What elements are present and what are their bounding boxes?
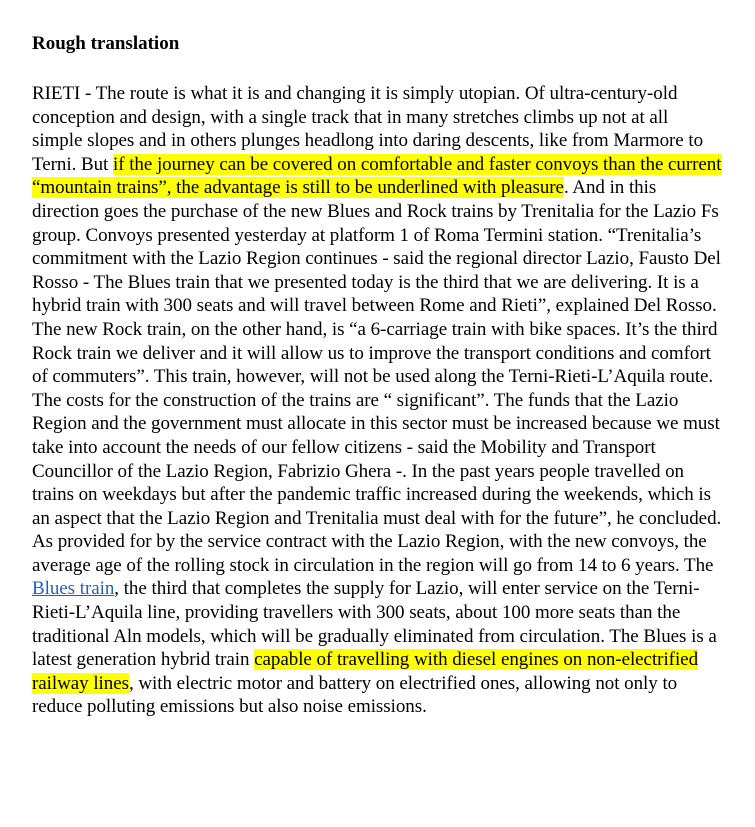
article-text-segment: RIETI - The route is what it is and changing it is simply utopian. Of ultra-century-old conception and design, with a single track that in many stretches climbs up not at all simple slopes and in others plunges headlong into daring descents, like from Marmore to Terni. But xyxy=(32,83,704,175)
article-text-segment: , the third that completes the supply for Lazio, will enter service on the Terni-Rieti-L’Aquila line, providing travellers with 300 seats, about 100 more seats than the traditional Aln models, which will be gradually eliminated from circulation. The Blues is a latest generation hybrid train xyxy=(32,578,717,671)
article-text-segment: , with electric motor and battery on electrified ones, allowing not only to reduce polluting emissions but also noise emissions. xyxy=(32,672,678,718)
blues-train-link[interactable]: Blues train xyxy=(32,578,115,600)
article-paragraph xyxy=(32,82,722,719)
highlighted-passage: capable of travelling with diesel engines on non-electrified railway lines xyxy=(32,649,699,694)
document-heading: Rough translation xyxy=(32,33,180,54)
article-text-segment: . And in this direction goes the purchase of the new Blues and Rock trains by Trenitalia for the Lazio Fs group. Convoys presented yesterday at platform 1 of Roma Termini station. “Trenitalia’s commitment with the Lazio Region continues - said the regional director Lazio, Fausto Del Rosso - The Blues train that we presented today is the third that we are delivering. It is a hybrid train with 300 seats and will travel between Rome and Rieti”, explained Del Rosso. The new Rock train, on the other hand, is “a 6-carriage train with bike spaces. It’s the third Rock train we deliver and it will allow us to improve the transport conditions and comfort of commuters”. This train, however, will not be used along the Terni-Rieti-L’Aquila route. The costs for the construction of the trains are “ significant”. The funds that the Lazio Region and the government must allocate in this sector must be increased because we must take into account the needs of our fellow citizens - said the Mobility and Transport Councillor of the Lazio Region, Fabrizio Ghera -. In the past years people travelled on trains on weekdays but after the pandemic traffic increased during the weekends, which is an aspect that the Lazio Region and Trenitalia must deal with for the future”, he concluded. As provided for by the service contract with the Lazio Region, with the new convoys, the average age of the rolling stock in circulation in the region will go from 14 to 6 years. The xyxy=(32,177,722,576)
highlighted-passage: if the journey can be covered on comfortable and faster convoys than the current “mountain trains”, the advantage is still to be underlined with pleasure xyxy=(32,153,722,199)
